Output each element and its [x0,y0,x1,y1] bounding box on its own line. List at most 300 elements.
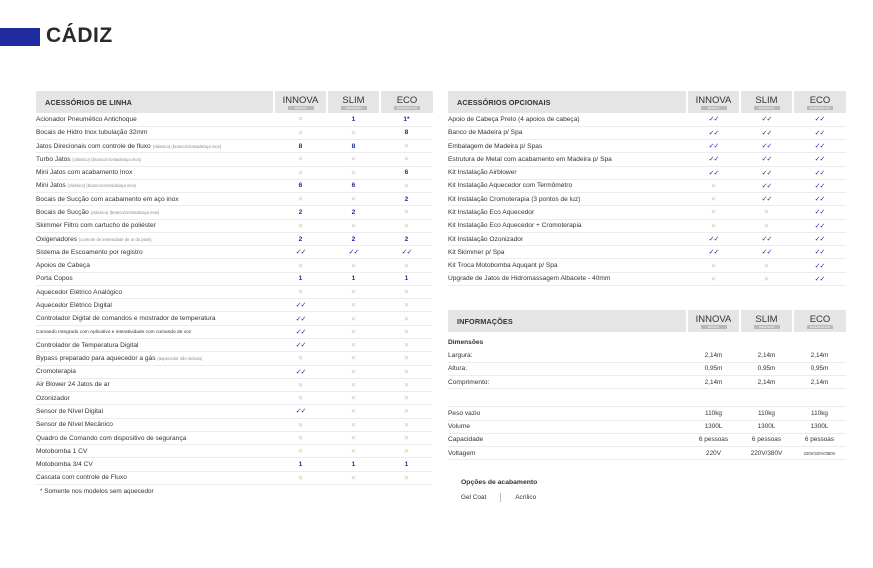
row-label: Kit Instalação Aquecedor com Termômetro [448,182,573,190]
value-cell [380,405,433,418]
model-innova-header: INNOVA BÁSICO [687,91,740,113]
not-available-icon: ✕ [710,275,717,283]
row-label-cell [36,206,274,219]
not-available-icon: ✕ [710,222,717,230]
row-label: Controlador de Temperatura Digital [36,341,139,349]
page-title: CÁDIZ [46,24,113,47]
available-check-icon: ✓✓ [814,262,825,270]
available-check-icon: ✓✓ [814,209,825,217]
row-label-cell [36,166,274,179]
row-label-cell [448,153,687,166]
model-innova-header: INNOVA BÁSICO [687,310,740,332]
row-label-cell [36,259,274,272]
info-value [740,447,793,460]
not-available-icon: ✕ [297,448,304,456]
info-value-text: 0,95m [704,365,723,373]
value-cell [687,193,740,206]
info-table [448,310,846,460]
row-label: Porta Copos [36,275,73,283]
row-label: Jatos Direcionais com controle de fluxo [36,142,151,150]
info-value-text: 2,14m [757,378,776,386]
not-available-icon: ✕ [350,381,357,389]
quantity-value: 1 [351,275,356,283]
row-label: Sistema de Escoamento por registro [36,248,143,256]
value-cell [687,153,740,166]
not-available-icon: ✕ [403,222,410,230]
quantity-value: 1* [403,115,410,123]
not-available-icon: ✕ [297,129,304,137]
not-available-icon: ✕ [403,474,410,482]
value-cell [274,392,327,405]
not-available-icon: ✕ [403,143,410,151]
model-slim-header: SLIM TRIFÁSICO [740,310,793,332]
row-label-cell [36,458,274,471]
not-available-icon: ✕ [763,222,770,230]
quantity-value: 1 [298,275,303,283]
row-note: (clássico) (branco/cromado/aço inox) [67,183,137,189]
value-cell [380,458,433,471]
table-row [448,153,846,166]
not-available-icon: ✕ [297,169,304,177]
info-value-text: 2,14m [810,351,829,359]
value-cell [327,259,380,272]
not-available-icon: ✕ [403,435,410,442]
table-row [448,126,846,139]
value-cell [274,445,327,458]
not-available-icon: ✕ [403,421,410,429]
row-note: (clássico) (branco/cromado/aço inox) [152,143,222,149]
available-check-icon: ✓✓ [814,169,825,177]
row-label-cell [36,272,274,285]
info-value [740,349,793,362]
available-check-icon: ✓✓ [348,249,359,257]
row-label-cell [36,431,274,444]
available-check-icon: ✓✓ [814,236,825,244]
info-label: Volume [448,420,687,433]
info-value [740,362,793,375]
table-row [36,179,433,192]
value-cell [687,179,740,192]
value-cell [380,392,433,405]
info-value-text: 0,95m [810,365,829,373]
table-row [36,259,433,272]
not-available-icon: ✕ [297,395,304,403]
value-cell [274,285,327,298]
not-available-icon: ✕ [403,328,410,336]
value-cell [793,126,846,139]
model-eco-header: ECO BIVERSÁTICO [380,91,433,113]
value-cell [327,352,380,365]
available-check-icon: ✓✓ [295,408,306,416]
row-label: Aquecedor Elétrico Analógico [36,288,123,296]
value-cell [274,471,327,484]
info-header: INFORMAÇÕES [448,310,687,332]
not-available-icon: ✕ [350,129,357,137]
row-label: Kit Skimmer p/ Spa [448,248,505,256]
value-cell [687,259,740,272]
value-cell [327,206,380,219]
value-cell [327,392,380,405]
row-label-cell [36,445,274,458]
row-note: (controle de intensidade de ar do jatos) [78,236,152,242]
row-label: Upgrade de Jatos de Hidromassagem Albacete - 40mm [448,275,611,283]
value-cell [687,113,740,126]
available-check-icon: ✓✓ [761,249,772,257]
row-label-cell [448,259,687,272]
row-label: Cromoterapia [36,368,76,376]
table-row [36,418,433,431]
value-cell [327,166,380,179]
not-available-icon: ✕ [403,262,410,270]
table-row [448,193,846,206]
value-cell [274,259,327,272]
info-value-text: 2,14m [757,351,776,359]
row-label-cell [448,219,687,232]
value-cell [274,193,327,206]
table-row [36,113,433,126]
value-cell [380,431,433,444]
row-label-cell [36,126,274,139]
row-label: Sensor de Nível Digital [36,407,104,415]
not-available-icon: ✕ [297,222,304,230]
info-value-text: 2,14m [704,351,723,359]
row-label-cell [36,418,274,431]
row-label: Bocais de Hidro Inox tubulação 32mm [36,129,148,137]
row-label-cell [448,232,687,245]
not-available-icon: ✕ [297,474,304,482]
value-cell [327,113,380,126]
row-label-cell [36,365,274,378]
quantity-value: 1 [298,461,303,469]
info-value [687,407,740,420]
value-cell [740,153,793,166]
not-available-icon: ✕ [350,169,357,177]
info-value-text: 0,95m [757,365,776,373]
row-label: Banco de Madeira p/ Spa [448,129,523,137]
row-label-cell [36,179,274,192]
available-check-icon: ✓✓ [814,249,825,257]
available-check-icon: ✓✓ [814,196,825,204]
quantity-value: 6 [351,182,356,190]
value-cell [380,206,433,219]
row-label: Kit Instalação Eco Aquecedor [448,208,535,216]
table-row [36,232,433,245]
value-cell [274,246,327,259]
info-value [793,349,846,362]
info-label: Largura: [448,349,687,362]
value-cell [274,153,327,166]
value-cell [740,232,793,245]
model-slim-header: SLIM TRIFÁSICO [327,91,380,113]
not-available-icon: ✕ [297,421,304,429]
not-available-icon: ✕ [350,435,357,442]
quantity-value: 2 [404,195,409,203]
info-value [687,433,740,446]
not-available-icon: ✕ [297,289,304,297]
value-cell [274,272,327,285]
value-cell [740,140,793,153]
info-row [448,420,846,433]
value-cell [793,113,846,126]
not-available-icon: ✕ [403,302,410,310]
row-label: Embalagem de Madeira p/ Spas [448,142,543,150]
quantity-value: 8 [404,129,409,137]
row-label-cell [36,113,274,126]
info-value-text: 110kg [811,409,828,417]
info-value [687,420,740,433]
not-available-icon: ✕ [350,328,357,336]
value-cell [274,219,327,232]
table-row [448,219,846,232]
info-spacer-row [448,389,846,407]
not-available-icon: ✕ [297,262,304,270]
table-row [36,365,433,378]
table-row [36,153,433,166]
value-cell [380,339,433,352]
available-check-icon: ✓✓ [814,275,825,283]
not-available-icon: ✕ [350,262,357,270]
info-value [740,407,793,420]
value-cell [327,339,380,352]
info-value-text: 6 pessoas [751,436,782,444]
accessories-optional-header: ACESSÓRIOS OPCIONAIS [448,91,687,113]
value-cell [274,339,327,352]
not-available-icon: ✕ [403,342,410,350]
value-cell [274,405,327,418]
value-cell [740,179,793,192]
value-cell [274,179,327,192]
not-available-icon: ✕ [350,421,357,429]
not-available-icon: ✕ [350,474,357,482]
row-label: Oxigenadores [36,235,78,243]
not-available-icon: ✕ [350,196,357,204]
table-row [448,140,846,153]
not-available-icon: ✕ [297,381,304,389]
row-label-cell [36,193,274,206]
row-label-cell [36,392,274,405]
value-cell [380,445,433,458]
available-check-icon: ✓✓ [708,129,719,137]
value-cell [380,246,433,259]
quantity-value: 1 [351,115,356,123]
info-value [740,433,793,446]
value-cell [793,166,846,179]
value-cell [380,325,433,338]
info-value [793,376,846,389]
not-available-icon: ✕ [763,275,770,283]
not-available-icon: ✕ [350,342,357,350]
info-spacer [448,389,846,407]
not-available-icon: ✕ [350,368,357,376]
table-row [448,259,846,272]
value-cell [274,458,327,471]
value-cell [327,246,380,259]
row-label: Comando Integrado com Aplicativo e interatividade com comando de voz [36,330,192,336]
row-label: Motobomba 1 CV [36,447,88,455]
row-label-cell [36,219,274,232]
table-row [36,431,433,444]
not-available-icon: ✕ [403,156,410,164]
table-row [36,405,433,418]
available-check-icon: ✓✓ [295,342,306,350]
value-cell [793,232,846,245]
model-innova-header: INNOVA BÁSICO [274,91,327,113]
value-cell [327,140,380,153]
not-available-icon: ✕ [403,395,410,403]
table-row [36,272,433,285]
not-available-icon: ✕ [403,355,410,363]
value-cell [380,418,433,431]
table-row [36,471,433,484]
info-label: Altura: [448,362,687,375]
info-value [793,420,846,433]
value-cell [327,418,380,431]
not-available-icon: ✕ [297,196,304,204]
value-cell [740,126,793,139]
finish-option: Gel Coat [461,494,487,501]
info-value-text: 220V [706,449,721,457]
info-value [740,376,793,389]
table-row [448,232,846,245]
value-cell [740,246,793,259]
not-available-icon: ✕ [403,368,410,376]
available-check-icon: ✓✓ [814,182,825,190]
row-label: Skimmer Filtro com cartucho de poliéster [36,222,156,230]
row-label: Mini Jatos [36,182,66,190]
value-cell [740,259,793,272]
available-check-icon: ✓✓ [708,116,719,124]
not-available-icon: ✕ [297,156,304,164]
value-cell [687,126,740,139]
value-cell [380,365,433,378]
info-row [448,376,846,389]
row-label: Sensor de Nível Mecânico [36,421,113,429]
quantity-value: 1 [351,461,356,469]
row-label: Bocais de Sucção com acabamento em aço inox [36,195,179,203]
available-check-icon: ✓✓ [761,156,772,164]
row-label-cell [36,325,274,338]
not-available-icon: ✕ [710,196,717,204]
info-value [793,433,846,446]
available-check-icon: ✓✓ [814,143,825,151]
row-label: Kit Instalação Airblower [448,169,517,177]
finish-options-title: Opções de acabamento [461,479,538,486]
value-cell [687,232,740,245]
info-row [448,349,846,362]
value-cell [380,272,433,285]
value-cell [687,246,740,259]
available-check-icon: ✓✓ [761,182,772,190]
info-value-text: 1300L [810,423,829,431]
table-row [36,339,433,352]
quantity-value: 1 [404,461,409,469]
footnote: * Somente nos modelos sem aquecedor [40,488,154,495]
value-cell [380,126,433,139]
table-row [448,179,846,192]
value-cell [380,352,433,365]
table-row [36,285,433,298]
value-cell [327,458,380,471]
quantity-value: 1 [404,275,409,283]
value-cell [793,179,846,192]
row-label: Kit Instalação Ozonizador [448,235,524,243]
row-label: Mini Jatos com acabamento Inox [36,169,133,177]
row-label: Ozonizador [36,394,70,402]
value-cell [327,378,380,391]
row-label: Cascata com controle de Fluxo [36,474,127,482]
not-available-icon: ✕ [403,315,410,323]
value-cell [380,153,433,166]
row-note: (aquecedor não incluso) [157,355,203,361]
value-cell [380,140,433,153]
finish-separator [500,493,501,502]
table-row [36,378,433,391]
value-cell [380,219,433,232]
value-cell [380,471,433,484]
available-check-icon: ✓✓ [814,222,825,230]
info-value-text: 220V/380V [750,449,783,457]
available-check-icon: ✓✓ [761,236,772,244]
value-cell [274,166,327,179]
not-available-icon: ✕ [297,435,304,442]
accessories-line-table [36,91,433,485]
info-row [448,433,846,446]
value-cell [327,285,380,298]
table-row [448,206,846,219]
value-cell [687,140,740,153]
row-label-cell [36,285,274,298]
info-value-text: 110kg [758,409,775,417]
value-cell [687,166,740,179]
value-cell [380,285,433,298]
info-value-text: 2,14m [704,378,723,386]
table-row [36,392,433,405]
available-check-icon: ✓✓ [295,302,306,310]
value-cell [793,193,846,206]
table-row [36,458,433,471]
value-cell [793,246,846,259]
row-label: Aquecedor Elétrico Digital [36,301,112,309]
table-row [36,193,433,206]
table-row [36,246,433,259]
table-row [36,299,433,312]
value-cell [380,179,433,192]
row-label: Bypass preparado para aquecedor a gás [36,354,156,362]
value-cell [274,140,327,153]
value-cell [380,259,433,272]
quantity-value: 8 [351,142,356,150]
row-label: Kit Instalação Cromoterapia (3 pontos de luz) [448,195,581,203]
not-available-icon: ✕ [350,315,357,323]
info-label: Peso vazio [448,407,687,420]
value-cell [274,113,327,126]
quantity-value: 6 [404,169,409,177]
value-cell [274,312,327,325]
not-available-icon: ✕ [350,222,357,230]
available-check-icon: ✓✓ [708,143,719,151]
table-row [448,113,846,126]
info-value-text: 6 pessoas [698,436,729,444]
value-cell [687,206,740,219]
info-value-text: 1300L [704,423,723,431]
value-cell [327,405,380,418]
table-row [36,206,433,219]
available-check-icon: ✓✓ [761,116,772,124]
row-label: Kit Troca Motobomba Aquqant p/ Spa [448,262,558,270]
quantity-value: 2 [404,235,409,243]
not-available-icon: ✕ [403,381,410,389]
not-available-icon: ✕ [710,209,717,217]
